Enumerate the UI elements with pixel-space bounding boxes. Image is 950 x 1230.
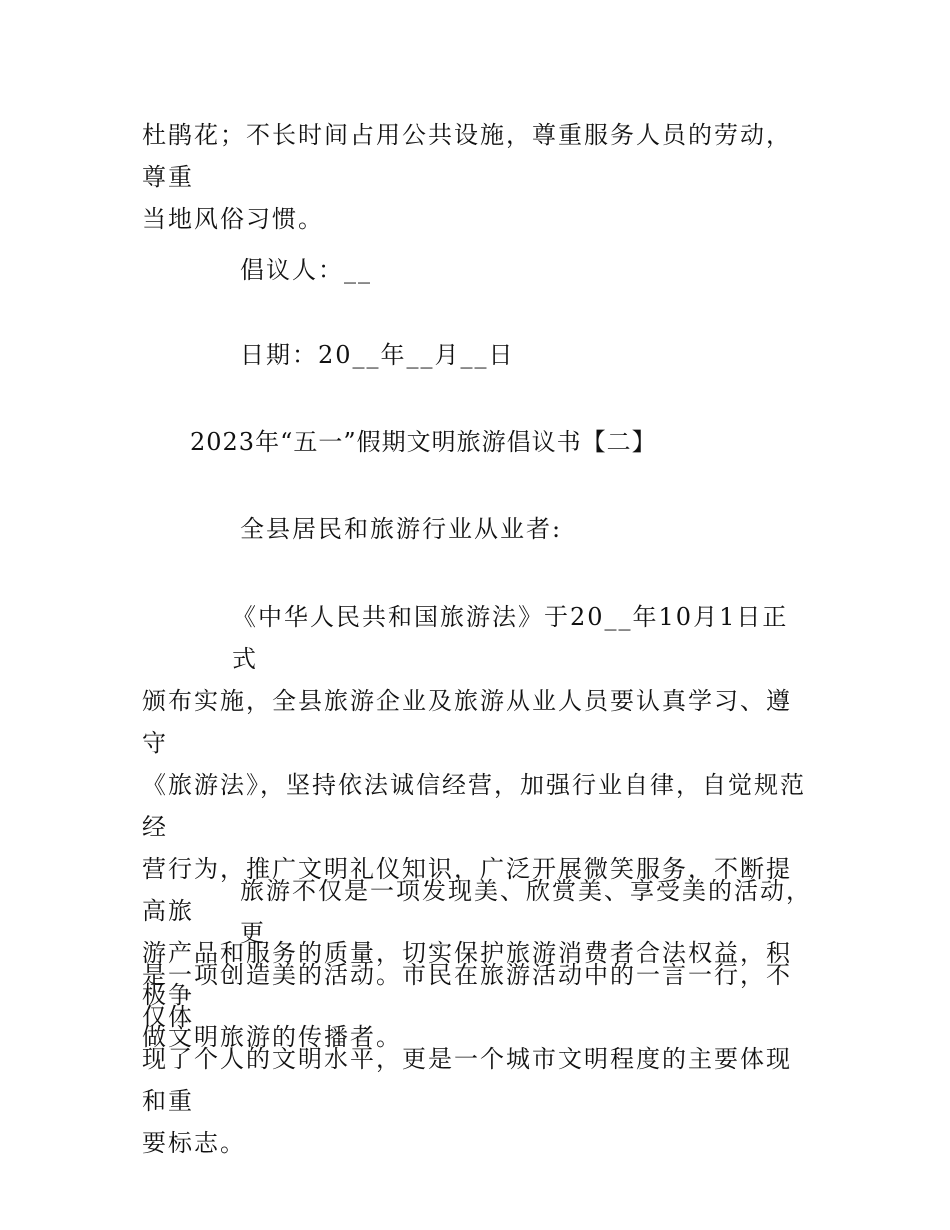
text-line: 颁布实施，全县旅游企业及旅游从业人员要认真学习、遵守 [142, 687, 792, 757]
text-line: 现了个人的文明水平，更是一个城市文明程度的主要体现和重 [142, 1045, 792, 1115]
text-line: 游产品和服务的质量，切实保护旅游消费者合法权益，积极争 [142, 939, 792, 1009]
text-line: 做文明旅游的传播者。 [142, 1023, 402, 1051]
text-line: 《中华人民共和国旅游法》于20__年10月1日正式 [232, 603, 789, 673]
paragraph-tourism-beauty [142, 870, 814, 1164]
text-line: 是一项创造美的活动。市民在旅游活动中的一言一行，不仅体 [142, 961, 792, 1031]
date-line: 日期：20__年__月__日 [240, 341, 515, 369]
paragraph-continuation [142, 114, 814, 240]
text-line: 要标志。 [142, 1129, 246, 1157]
text-line: 杜鹃花；不长时间占用公共设施，尊重服务人员的劳动，尊重 [142, 121, 792, 191]
text-line: 营行为，推广文明礼仪知识，广泛开展微笑服务，不断提高旅 [142, 855, 792, 925]
text-line: 当地风俗习惯。 [142, 205, 324, 233]
salutation: 全县居民和旅游行业从业者: [240, 515, 563, 543]
signer-line: 倡议人：__ [240, 256, 372, 284]
text-line: 《旅游法》，坚持依法诚信经营，加强行业自律，自觉规范经 [142, 771, 806, 841]
section-title: 2023年“五一”假期文明旅游倡议书【二】 [190, 428, 657, 456]
text-line: 旅游不仅是一项发现美、欣赏美、享受美的活动，更 [240, 877, 812, 947]
